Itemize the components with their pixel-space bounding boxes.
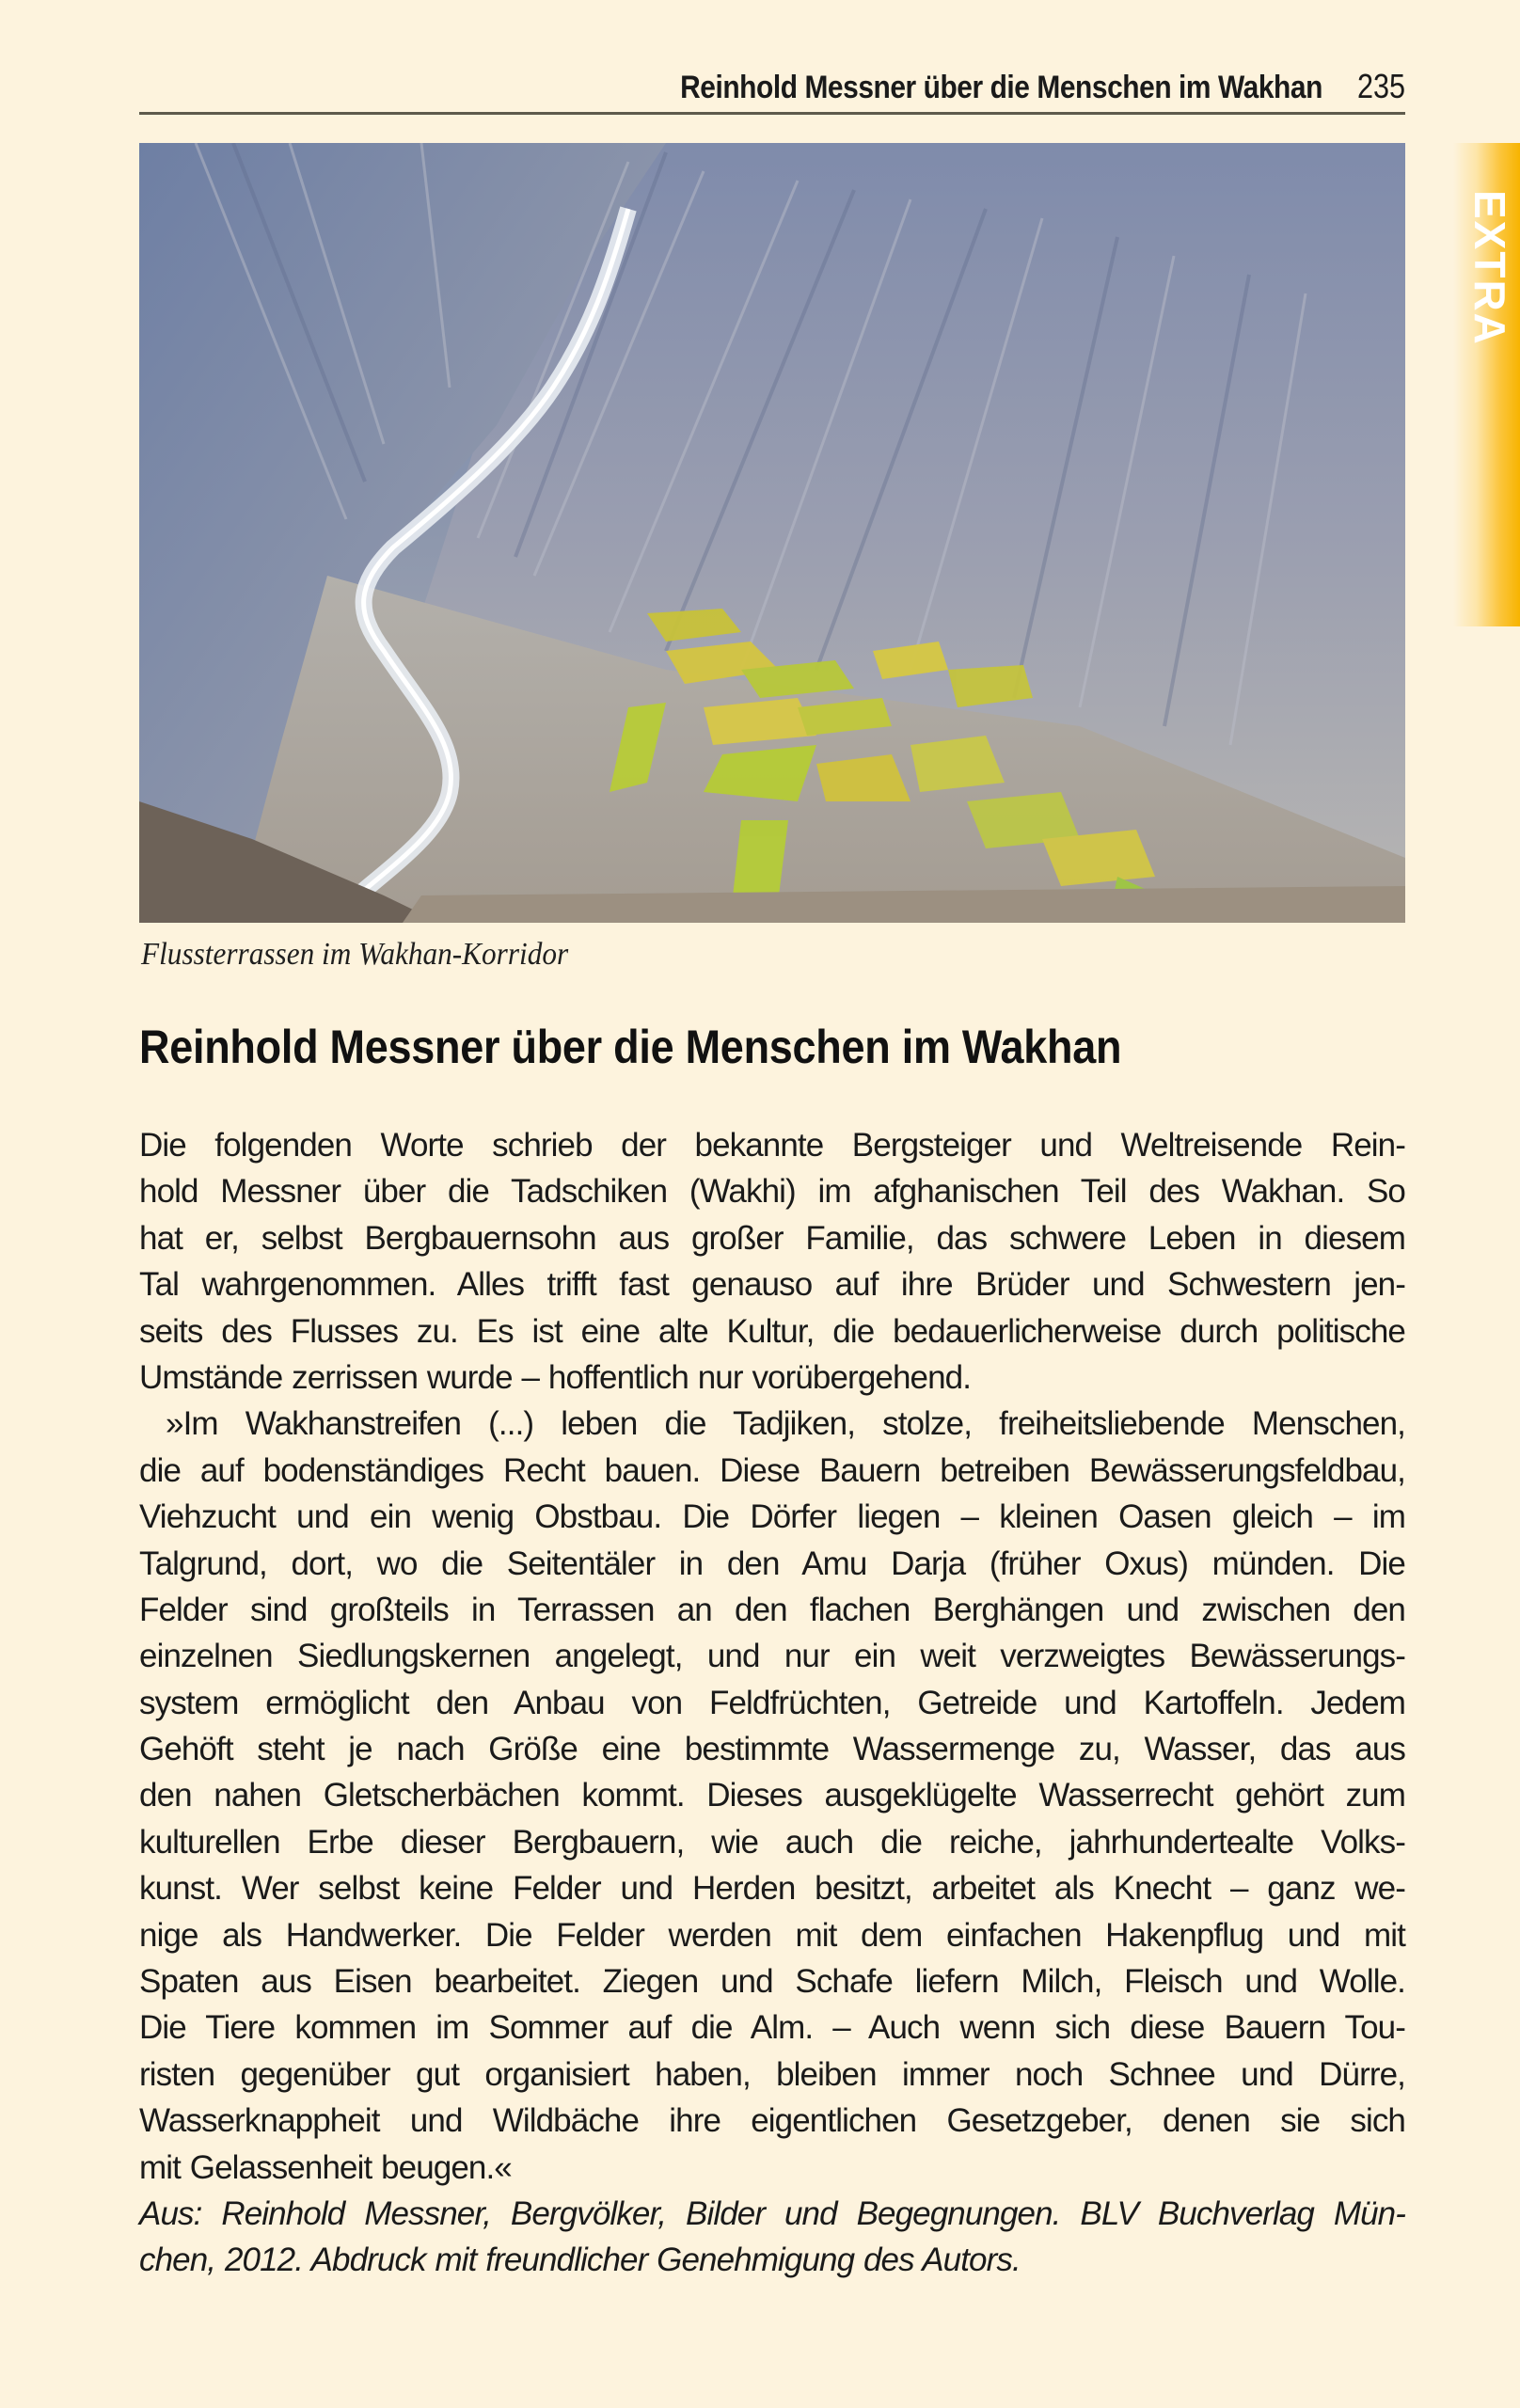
- text-line: Tal wahrgenommen. Alles trifft fast genauso auf ihre Brüder und Schwestern jen-: [139, 1266, 1405, 1304]
- text-line: hold Messner über die Tadschiken (Wakhi) im afghanischen Teil des Wakhan. So: [139, 1173, 1405, 1211]
- section-thumb-tab: [1453, 143, 1520, 626]
- source-citation-line: chen, 2012. Abdruck mit freundlicher Genehmigung des Autors.: [139, 2242, 1021, 2279]
- text-line: hat er, selbst Bergbauernsohn aus großer Familie, das schwere Leben in diesem: [139, 1219, 1405, 1257]
- text-line: Die Tiere kommen im Sommer auf die Alm. – Auch wenn sich diese Bauern Tou-: [139, 2009, 1405, 2047]
- source-citation-line: Aus: Reinhold Messner, Bergvölker, Bilder und Begegnungen. BLV Buchverlag Mün-: [139, 2194, 1405, 2232]
- text-line: kunst. Wer selbst keine Felder und Herden besitzt, arbeitet als Knecht – ganz we-: [139, 1870, 1405, 1908]
- section-tab-label: EXTRA: [1465, 190, 1514, 346]
- valley-illustration: [139, 143, 1405, 923]
- quote-start-line: »Im Wakhanstreifen (...) leben die Tadjiken, stolze, freiheitsliebende Menschen,: [166, 1405, 1405, 1443]
- text-line: Umstände zerrissen wurde – hoffentlich nur vorübergehend.: [139, 1358, 972, 1396]
- text-line: Spaten aus Eisen bearbeitet. Ziegen und Schafe liefern Milch, Fleisch und Wolle.: [139, 1963, 1405, 2001]
- quote-end-line: mit Gelassenheit beugen.«: [139, 2148, 512, 2186]
- text-line: nige als Handwerker. Die Felder werden mit dem einfachen Hakenpflug und mit: [139, 1916, 1405, 1954]
- text-line: Wasserknappheit und Wildbäche ihre eigentlichen Gesetzgeber, denen sie sich: [139, 2102, 1405, 2140]
- article-body: [139, 1122, 1405, 2284]
- article-title: Reinhold Messner über die Menschen im Wakhan: [139, 1021, 1122, 1073]
- text-line: risten gegenüber gut organisiert haben, bleiben immer noch Schnee und Dürre,: [139, 2055, 1405, 2093]
- text-line: Talgrund, dort, wo die Seitentäler in den Amu Darja (früher Oxus) münden. Die: [139, 1545, 1405, 1582]
- text-line: Felder sind großteils in Terrassen an den flachen Berghängen und zwischen den: [139, 1591, 1405, 1628]
- landscape-photo: [139, 143, 1405, 923]
- photo-caption: Flussterrassen im Wakhan-Korridor: [141, 937, 569, 972]
- text-line: die auf bodenständiges Recht bauen. Diese Bauern betreiben Bewässerungsfeldbau,: [139, 1451, 1405, 1489]
- text-line: seits des Flusses zu. Es ist eine alte Kultur, die bedauerlicherweise durch politische: [139, 1312, 1405, 1350]
- running-head: [139, 66, 1405, 115]
- text-line: Viehzucht und ein wenig Obstbau. Die Dörfer liegen – kleinen Oasen gleich – im: [139, 1498, 1405, 1536]
- text-line: system ermöglicht den Anbau von Feldfrüchten, Getreide und Kartoffeln. Jedem: [139, 1684, 1405, 1721]
- running-head-title: Reinhold Messner über die Menschen im Wakhan: [680, 70, 1322, 105]
- text-line: einzelnen Siedlungskernen angelegt, und nur ein weit verzweigtes Bewässerungs-: [139, 1638, 1405, 1675]
- page-number: 235: [1356, 67, 1405, 105]
- text-line: Die folgenden Worte schrieb der bekannte Bergsteiger und Weltreisende Rein-: [139, 1127, 1405, 1164]
- text-line: kulturellen Erbe dieser Bergbauern, wie auch die reiche, jahrhundertealte Volks-: [139, 1823, 1405, 1861]
- text-line: Gehöft steht je nach Größe eine bestimmte Wassermenge zu, Wasser, das aus: [139, 1731, 1405, 1768]
- text-line: den nahen Gletscherbächen kommt. Dieses ausgeklügelte Wasserrecht gehört zum: [139, 1777, 1405, 1814]
